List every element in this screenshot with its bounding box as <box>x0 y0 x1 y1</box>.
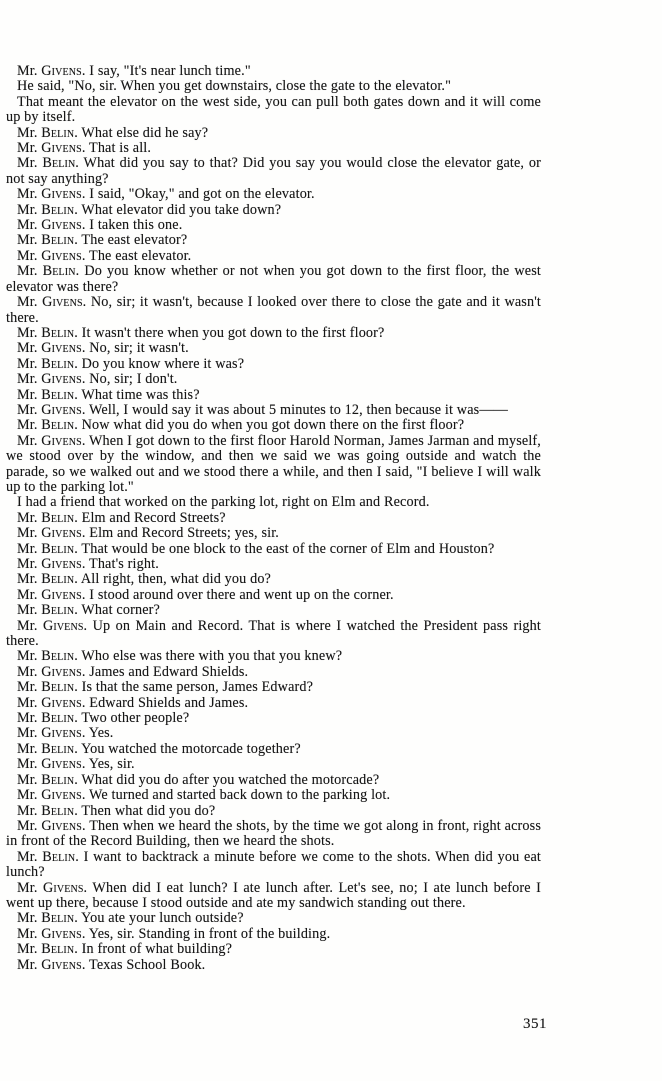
speaker-name: Givens. <box>41 787 86 804</box>
transcript-paragraph <box>6 156 541 187</box>
transcript-paragraph <box>6 819 541 850</box>
speaker-prefix: Mr. <box>17 679 42 696</box>
speech-text: Then when we heard the shots, by the time we got along in front, right across in front of the Record Building, then we heard the shots. <box>6 817 542 850</box>
transcript-paragraph <box>6 341 541 356</box>
speech-text: When did I eat lunch? I ate lunch after. Let's see, no; I ate lunch before I went up there, because I stood outside and ate my sandwich standing out there. <box>6 879 541 911</box>
speaker-prefix: Mr. <box>17 340 42 357</box>
speaker-prefix: Mr. <box>17 324 42 341</box>
speaker-prefix: Mr. <box>17 956 42 973</box>
transcript-paragraph <box>6 665 541 680</box>
speaker-name: Givens. <box>41 140 86 157</box>
speech-text: No, sir; it wasn't. <box>89 340 189 357</box>
speaker-prefix: Mr. <box>17 355 42 372</box>
speech-text: Who else was there with you that you knew? <box>81 648 343 665</box>
speaker-name: Givens. <box>41 725 86 742</box>
speaker-name: Givens. <box>41 340 86 357</box>
speaker-prefix: Mr. <box>17 263 43 280</box>
speech-text: No, sir; it wasn't, because I looked over there to close the gate and it wasn't there. <box>6 294 541 326</box>
speech-text: That is all. <box>89 140 152 157</box>
speech-text: I stood around over there and went up on the corner. <box>89 586 394 603</box>
transcript-paragraph <box>6 603 541 618</box>
speaker-name: Belin. <box>41 710 78 727</box>
speaker-prefix: Mr. <box>17 925 42 942</box>
speech-text: That meant the elevator on the west side, you can pull both gates down and it will come up by itself. <box>6 93 541 126</box>
speaker-prefix: Mr. <box>17 232 42 249</box>
speaker-name: Belin. <box>41 802 78 819</box>
speaker-prefix: Mr. <box>17 694 42 711</box>
speaker-prefix: Mr. <box>17 787 42 804</box>
speech-text: I said, "Okay," and got on the elevator. <box>89 186 315 203</box>
speaker-name: Belin. <box>41 509 78 526</box>
speaker-name: Givens. <box>41 694 86 711</box>
speech-text: Do you know where it was? <box>81 355 245 372</box>
transcript-paragraph <box>6 233 541 248</box>
speech-text: What did you say to that? Did you say you would close the elevator gate, or not say anything? <box>6 155 542 187</box>
speech-text: That would be one block to the east of the corner of Elm and Houston? <box>81 540 495 557</box>
speaker-prefix: Mr. <box>17 848 43 865</box>
speaker-prefix: Mr. <box>17 910 42 927</box>
speech-text: What else did he say? <box>81 124 209 141</box>
speaker-prefix: Mr. <box>17 540 42 557</box>
speaker-prefix: Mr. <box>17 663 42 680</box>
speech-text: In front of what building? <box>81 941 233 958</box>
transcript-paragraph <box>6 495 541 510</box>
speaker-prefix: Mr. <box>17 617 43 634</box>
speaker-prefix: Mr. <box>17 63 42 79</box>
speaker-prefix: Mr. <box>17 571 42 588</box>
speaker-name: Givens. <box>41 247 86 264</box>
transcript-paragraph <box>6 264 541 295</box>
transcript-paragraph <box>6 64 541 79</box>
transcript-paragraph <box>6 942 541 957</box>
speaker-name: Givens. <box>41 371 86 388</box>
speaker-prefix: Mr. <box>17 525 42 542</box>
speech-text: You ate your lunch outside? <box>81 910 244 927</box>
speech-text: We turned and started back down to the parking lot. <box>89 787 391 804</box>
speaker-name: Belin. <box>41 324 78 341</box>
speaker-name: Belin. <box>41 571 78 588</box>
transcript-paragraph <box>6 804 541 819</box>
speaker-prefix: Mr. <box>17 817 42 834</box>
speaker-name: Givens. <box>41 756 86 773</box>
speaker-name: Givens. <box>41 556 86 572</box>
speaker-name: Belin. <box>41 232 78 249</box>
transcript-paragraph <box>6 403 541 418</box>
speech-text: What elevator did you take down? <box>81 201 282 218</box>
transcript-paragraph <box>6 711 541 726</box>
speaker-prefix: Mr. <box>17 802 42 819</box>
transcript-paragraph <box>6 388 541 403</box>
speech-text: Elm and Record Streets? <box>81 509 226 526</box>
speech-text: Yes, sir. Standing in front of the building. <box>88 925 331 942</box>
transcript-paragraph <box>6 726 541 741</box>
speech-text: What corner? <box>81 602 160 619</box>
speech-text: That's right. <box>89 556 159 572</box>
speaker-name: Belin. <box>42 155 80 172</box>
speech-text: You watched the motorcade together? <box>81 740 301 757</box>
speech-text: Now what did you do when you got down there on the first floor? <box>81 417 465 434</box>
speaker-prefix: Mr. <box>17 140 42 157</box>
speaker-prefix: Mr. <box>17 602 42 619</box>
speech-text: Two other people? <box>81 710 190 727</box>
speaker-prefix: Mr. <box>17 294 43 311</box>
speech-text: What time was this? <box>81 386 200 403</box>
transcript-paragraph <box>6 557 541 572</box>
transcript-paragraph <box>6 326 541 341</box>
speaker-prefix: Mr. <box>17 879 43 896</box>
transcript-paragraph <box>6 773 541 788</box>
speaker-name: Belin. <box>41 417 78 434</box>
speaker-name: Givens. <box>41 663 86 680</box>
speaker-name: Belin. <box>41 771 78 788</box>
speaker-name: Givens. <box>41 525 86 542</box>
speech-text: When I got down to the first floor Harold Norman, James Jarman and myself, we stood over by the window, and then we said we was going outside and watch the parade, so we walked out and we stood there a while, and then I said, "I believe I will walk up to the parking lot." <box>6 432 541 495</box>
transcript-paragraph <box>6 434 541 496</box>
speaker-prefix: Mr. <box>17 725 42 742</box>
speech-text: All right, then, what did you do? <box>80 571 272 588</box>
speaker-name: Givens. <box>41 432 86 449</box>
speaker-name: Belin. <box>41 941 78 958</box>
speaker-name: Belin. <box>41 540 78 557</box>
speaker-prefix: Mr. <box>17 155 43 172</box>
transcript-paragraph <box>6 357 541 372</box>
speaker-name: Belin. <box>41 124 78 141</box>
speaker-name: Givens. <box>41 925 86 942</box>
speech-text: It wasn't there when you got down to the first floor? <box>81 324 385 341</box>
speaker-name: Belin. <box>41 740 78 757</box>
speaker-prefix: Mr. <box>17 432 42 449</box>
transcript-paragraph <box>6 881 541 912</box>
transcript <box>6 64 541 973</box>
speaker-name: Belin. <box>41 201 78 218</box>
transcript-paragraph <box>6 295 541 326</box>
speaker-name: Givens. <box>42 879 88 896</box>
transcript-paragraph <box>6 619 541 650</box>
transcript-paragraph <box>6 680 541 695</box>
speaker-prefix: Mr. <box>17 648 42 665</box>
speech-text: Then what did you do? <box>81 802 216 819</box>
speech-text: He said, "No, sir. When you get downstairs, close the gate to the elevator." <box>17 78 452 95</box>
transcript-paragraph <box>6 850 541 881</box>
transcript-paragraph <box>6 927 541 942</box>
transcript-paragraph <box>6 126 541 141</box>
transcript-paragraph <box>6 141 541 156</box>
speaker-prefix: Mr. <box>17 186 42 203</box>
speech-text: Well, I would say it was about 5 minutes to 12, then because it was—— <box>89 401 508 418</box>
transcript-paragraph <box>6 203 541 218</box>
speaker-name: Givens. <box>41 401 86 418</box>
speaker-prefix: Mr. <box>17 371 42 388</box>
speaker-name: Givens. <box>41 217 86 234</box>
speaker-name: Givens. <box>41 63 86 79</box>
speaker-prefix: Mr. <box>17 556 42 572</box>
transcript-paragraph <box>6 649 541 664</box>
transcript-paragraph <box>6 958 541 973</box>
transcript-paragraph <box>6 588 541 603</box>
speaker-prefix: Mr. <box>17 217 42 234</box>
speaker-name: Belin. <box>41 679 78 696</box>
page-number: 351 <box>523 1016 547 1032</box>
speaker-name: Belin. <box>41 602 78 619</box>
transcript-paragraph <box>6 218 541 233</box>
speaker-name: Belin. <box>41 910 78 927</box>
speaker-prefix: Mr. <box>17 740 42 757</box>
speaker-name: Givens. <box>42 617 88 634</box>
speaker-prefix: Mr. <box>17 201 42 218</box>
speaker-name: Belin. <box>41 355 78 372</box>
speaker-prefix: Mr. <box>17 710 42 727</box>
transcript-paragraph <box>6 95 541 126</box>
transcript-paragraph <box>6 249 541 264</box>
transcript-paragraph <box>6 187 541 202</box>
speaker-name: Belin. <box>42 263 80 280</box>
speech-text: I had a friend that worked on the parking lot, right on Elm and Record. <box>17 494 430 511</box>
speech-text: Yes, sir. <box>88 756 135 773</box>
transcript-paragraph <box>6 372 541 387</box>
transcript-paragraph <box>6 511 541 526</box>
speaker-prefix: Mr. <box>17 771 42 788</box>
speech-text: Is that the same person, James Edward? <box>81 679 314 696</box>
transcript-paragraph <box>6 526 541 541</box>
transcript-paragraph <box>6 79 541 94</box>
speech-text: Texas School Book. <box>89 956 206 973</box>
speech-text: I taken this one. <box>89 217 183 234</box>
speech-text: The east elevator. <box>89 247 192 264</box>
speaker-prefix: Mr. <box>17 509 42 526</box>
speech-text: What did you do after you watched the motorcade? <box>81 771 380 788</box>
speaker-prefix: Mr. <box>17 124 42 141</box>
speaker-prefix: Mr. <box>17 756 42 773</box>
speaker-name: Givens. <box>41 817 86 834</box>
speaker-prefix: Mr. <box>17 417 42 434</box>
speaker-prefix: Mr. <box>17 247 42 264</box>
transcript-paragraph <box>6 742 541 757</box>
speaker-name: Belin. <box>41 386 78 403</box>
speaker-name: Givens. <box>41 186 86 203</box>
speech-text: No, sir; I don't. <box>89 371 178 388</box>
speaker-name: Belin. <box>42 848 79 865</box>
transcript-paragraph <box>6 572 541 587</box>
speaker-name: Belin. <box>41 648 78 665</box>
speech-text: Up on Main and Record. That is where I watched the President pass right there. <box>6 617 542 650</box>
speaker-prefix: Mr. <box>17 586 42 603</box>
speech-text: Yes. <box>88 725 114 742</box>
speaker-name: Givens. <box>42 294 87 311</box>
transcript-paragraph <box>6 788 541 803</box>
speech-text: James and Edward Shields. <box>89 663 249 680</box>
transcript-paragraph <box>6 757 541 772</box>
speech-text: The east elevator? <box>81 232 188 249</box>
speaker-name: Givens. <box>41 956 86 973</box>
speaker-prefix: Mr. <box>17 386 42 403</box>
speech-text: Edward Shields and James. <box>89 694 249 711</box>
speaker-prefix: Mr. <box>17 401 42 418</box>
speaker-prefix: Mr. <box>17 941 42 958</box>
transcript-paragraph <box>6 418 541 433</box>
speech-text: I say, "It's near lunch time." <box>89 63 251 79</box>
transcript-paragraph <box>6 542 541 557</box>
speech-text: Elm and Record Streets; yes, sir. <box>89 525 279 542</box>
speech-text: I want to backtrack a minute before we come to the shots. When did you eat lunch? <box>6 848 541 881</box>
speaker-name: Givens. <box>41 586 86 603</box>
transcript-paragraph <box>6 696 541 711</box>
speech-text: Do you know whether or not when you got down to the first floor, the west elevator was there? <box>6 263 542 295</box>
transcript-paragraph <box>6 911 541 926</box>
